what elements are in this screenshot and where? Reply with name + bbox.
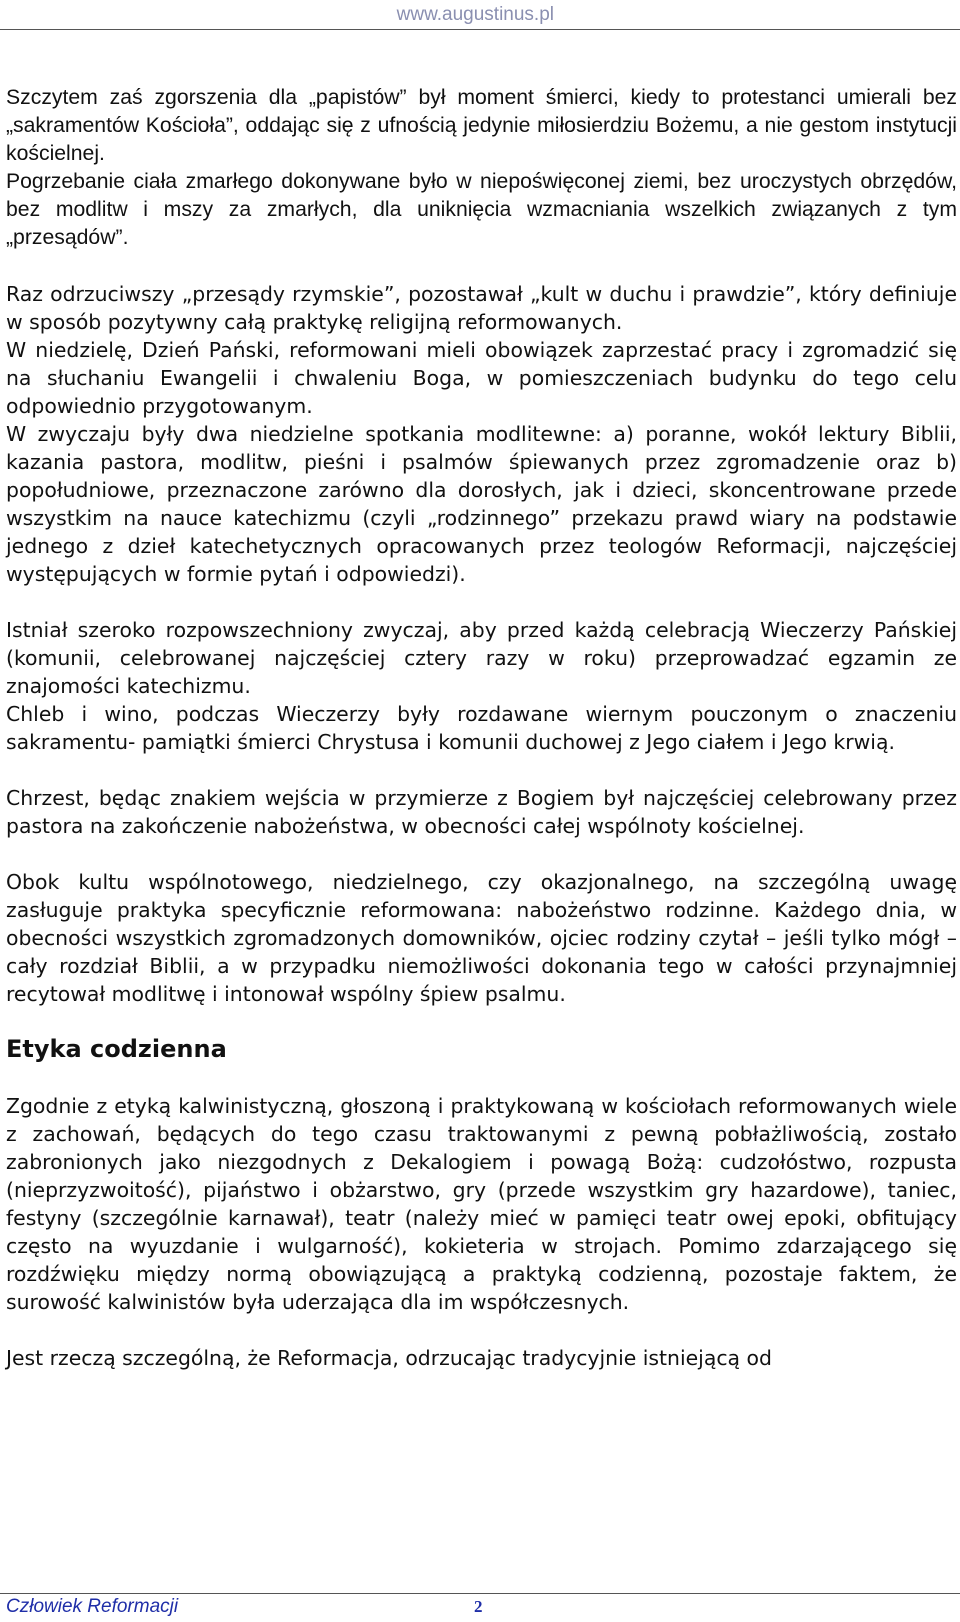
page-number: 2: [474, 1597, 483, 1616]
header-url: www.augustinus.pl: [396, 4, 554, 25]
document-body: [6, 84, 957, 1372]
header-divider: [0, 29, 960, 30]
paragraph-family-worship: Obok kultu wspólnotowego, niedzielnego, czy okazjonalnego, na szczególną uwagę zasługuje praktyka specyficznie reformowana: nabożeństwo rodzinne. Każdego dnia, w obecności wszystkich zgromadzonych domowników, ojciec rodziny czytał – jeśli tylko mógł – cały rozdział Biblii, a w przypadku niemożliwości dokonania tego w całości przynajmniej recytował modlitwę i intonował wspólny śpiew psalmu.: [6, 870, 957, 1006]
paragraph-ethics: Zgodnie z etyką kalwinistyczną, głoszoną i praktykowaną w kościołach reformowanych wiele z zachowań, będących do tego czasu traktowanymi z pewną pobłażliwością, zostało zabronionych jako niezgodnych z Dekalogiem i powagą Bożą: cudzołóstwo, rozpusta (nieprzyzwoitość), pijaństwo i obżarstwo, gry (przede wszystkim gry hazardowe), taniec, festyny (szczególnie karnawał), teatr (należy mieć w pamięci teatr owej epoki, obfitujący często na wyuzdanie i wulgarność), kokieteria w strojach. Pomimo zdarzającego się rozdźwięku między normą obowiązującą a praktyką codzienną, pozostaje faktem, że surowość kalwinistów była uderzająca dla im współczesnych.: [6, 1094, 957, 1314]
paragraph-exam: Istniał szeroko rozpowszechniony zwyczaj, aby przed każdą celebracją Wieczerzy Pańskiej (komunii, celebrowanej najczęściej cztery razy w roku) przeprowadzać egzamin ze znajomości katechizmu.: [6, 618, 957, 698]
paragraph-sunday: W niedzielę, Dzień Pański, reformowani mieli obowiązek zaprzestać pracy i zgromadzić się na słuchaniu Ewangelii i chwaleniu Boga, w pomieszczeniach budynku do tego celu odpowiednio przygotowanym.: [6, 338, 957, 418]
paragraph-burial: Pogrzebanie ciała zmarłego dokonywane było w niepoświęconej ziemi, bez uroczystych obrzędów, bez modlitw i mszy za zmarłych, dla uniknięcia wzmacniania wszelkich związanych z tym „przesądów”.: [6, 170, 957, 249]
footer-title: Człowiek Reformacji: [6, 1596, 179, 1617]
paragraph-meetings: W zwyczaju były dwa niedzielne spotkania modlitewne: a) poranne, wokół lektury Biblii, kazania pastora, modlitw, pieśni i psalmów śpiewanych przez zgromadzenie oraz b) popołudniowe, przeznaczone zarówno dla dorosłych, jak i dzieci, skoncentrowane przede wszystkim na nauce katechizmu (czyli „rodzinnego” przekazu prawd wiary na podstawie jednego z dzieł katechetycznych opracowanych przez teologów Reformacji, najczęściej występujących w formie pytań i odpowiedzi).: [6, 422, 957, 586]
paragraph-baptism: Chrzest, będąc znakiem wejścia w przymierze z Bogiem był najczęściej celebrowany przez pastora na zakończenie nabożeństwa, w obecności całej wspólnoty kościelnej.: [6, 786, 957, 838]
paragraph-reformation: Jest rzeczą szczególną, że Reformacja, odrzucając tradycyjnie istniejącą od: [6, 1346, 772, 1370]
section-heading: Etyka codzienna: [6, 1035, 227, 1063]
paragraph-bread-wine: Chleb i wino, podczas Wieczerzy były rozdawane wiernym pouczonym o znaczeniu sakramentu- pamiątki śmierci Chrystusa i komunii duchowej z Jego ciałem i Jego krwią.: [6, 702, 957, 754]
paragraph-cult: Raz odrzuciwszy „przesądy rzymskie”, pozostawał „kult w duchu i prawdzie”, który definiuje w sposób pozytywny całą praktykę religijną reformowanych.: [6, 282, 957, 334]
footer-divider: [0, 1593, 960, 1594]
paragraph-death: Szczytem zaś zgorszenia dla „papistów” był moment śmierci, kiedy to protestanci umierali bez „sakramentów Kościoła”, oddając się z ufnością jedynie miłosierdziu Bożemu, a nie gestom instytucji kościelnej.: [6, 86, 957, 165]
